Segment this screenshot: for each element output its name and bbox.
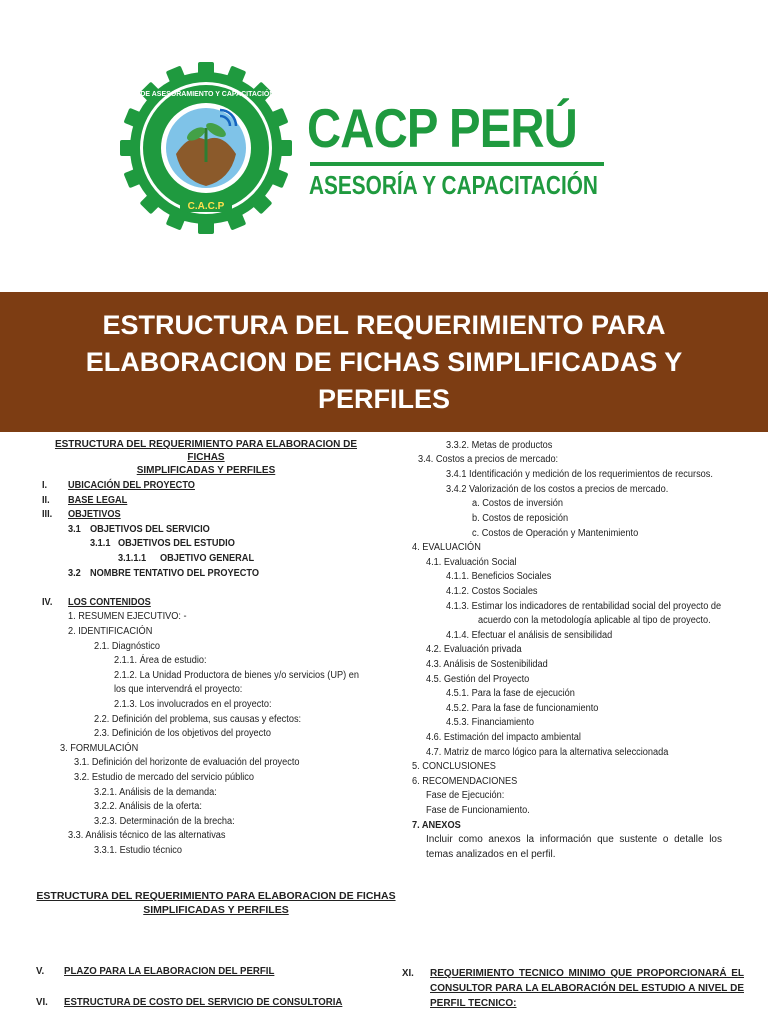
list-item: 4.1.4. Efectuar el análisis de sensibilidad — [446, 630, 613, 641]
list-item-num: V. — [36, 965, 45, 977]
list-item-num: III. — [42, 509, 53, 520]
list-item: 4.5.2. Para la fase de funcionamiento — [446, 703, 599, 714]
cacp-seal-logo-icon — [85, 62, 327, 234]
list-item: 3. FORMULACIÓN — [60, 743, 139, 754]
list-item: 4.1.2. Costos Sociales — [446, 586, 538, 597]
list-item: 3.1. Definición del horizonte de evaluación del proyecto — [74, 757, 300, 768]
list-item: 4.5.1. Para la fase de ejecución — [446, 688, 575, 699]
list-item: 4.1.3. Estimar los indicadores de rentabilidad social del proyecto de — [446, 601, 722, 612]
list-item: OBJETIVOS DEL ESTUDIO — [118, 538, 235, 549]
list-item: 3.3.1. Estudio técnico — [94, 845, 182, 856]
list-item: REQUERIMIENTO TECNICO MINIMO QUE PROPORCIONARÁ EL CONSULTOR PARA LA ELABORACIÓN DEL ESTUDIO A NIVEL DE PERFIL TECNICO: — [430, 968, 744, 1009]
list-item: 2.2. Definición del problema, sus causas y efectos: — [94, 714, 302, 725]
list-item: 3.2.3. Determinación de la brecha: — [94, 816, 235, 827]
list-item: 3.4.2 Valorización de los costos a precios de mercado. — [446, 484, 669, 495]
list-item: 2.1.2. La Unidad Productora de bienes y/o servicios (UP) en — [114, 670, 359, 681]
list-item: 4.5. Gestión del Proyecto — [426, 674, 530, 685]
list-item-num: I. — [42, 480, 48, 491]
list-item: 2.1.3. Los involucrados en el proyecto: — [114, 699, 272, 710]
list-item: 4.1. Evaluación Social — [426, 557, 517, 568]
title-line-1: ESTRUCTURA DEL REQUERIMIENTO PARA — [102, 309, 666, 340]
list-item: 3.4.1 Identificación y medición de los requerimientos de recursos. — [446, 469, 713, 480]
title-line-2: ELABORACION DE FICHAS SIMPLIFICADAS Y — [85, 346, 683, 377]
list-item: Fase de Ejecución: — [426, 790, 505, 801]
annex-description: Incluir como anexos la información que sustente o detalle los temas analizados en el perfil. — [426, 834, 722, 860]
list-item: 4.2. Evaluación privada — [426, 644, 522, 655]
lower-heading: ESTRUCTURA DEL REQUERIMIENTO PARA ELABORACION DE FICHAS SIMPLIFICADAS Y PERFILES — [36, 890, 396, 916]
list-item: 4.6. Estimación del impacto ambiental — [426, 732, 581, 743]
list-item: LOS CONTENIDOS — [68, 597, 151, 608]
list-item: 3.2.1. Análisis de la demanda: — [94, 787, 217, 798]
list-item: ESTRUCTURA DE COSTO DEL SERVICIO DE CONSULTORIA — [64, 996, 343, 1008]
list-item: 6. RECOMENDACIONES — [412, 776, 518, 787]
list-item-num: II. — [42, 495, 50, 506]
seal-text: CORPORACIÓN DE ASESORAMIENTO Y CAPACITACIÓN PROFESIONAL — [85, 91, 327, 98]
list-item: 3.2.2. Análisis de la oferta: — [94, 801, 202, 812]
title-line-3: PERFILES — [317, 383, 451, 414]
list-item: 7. ANEXOS — [412, 820, 461, 831]
list-item-num: 3.1 — [68, 524, 81, 535]
list-item: 4. EVALUACIÓN — [412, 542, 481, 553]
list-item: a. Costos de inversión — [472, 498, 564, 509]
document-body — [0, 432, 768, 1024]
list-item: 3.2. Estudio de mercado del servicio público — [74, 772, 255, 783]
list-item: 3.3. Análisis técnico de las alternativas — [68, 830, 226, 841]
list-item: 3.3.2. Metas de productos — [446, 440, 553, 451]
list-item: OBJETIVO GENERAL — [160, 553, 255, 564]
list-item: 4.7. Matriz de marco lógico para la alternativa seleccionada — [426, 747, 669, 758]
list-item-num: 3.1.1.1 — [118, 553, 147, 564]
seal-initials: C.A.C.P — [187, 201, 225, 212]
list-item: OBJETIVOS — [68, 509, 121, 520]
list-item: 2.1. Diagnóstico — [94, 641, 160, 652]
list-item: 4.1.1. Beneficios Sociales — [446, 571, 552, 582]
list-item: 4.5.3. Financiamiento — [446, 717, 534, 728]
list-item: 3.4. Costos a precios de mercado: — [418, 454, 559, 465]
list-item-num: IV. — [42, 597, 53, 608]
list-item: Fase de Funcionamiento. — [426, 805, 530, 816]
list-item: 2. IDENTIFICACIÓN — [68, 626, 153, 637]
list-item-num: 3.2 — [68, 568, 81, 579]
list-item: NOMBRE TENTATIVO DEL PROYECTO — [90, 568, 260, 579]
list-item: 4.3. Análisis de Sostenibilidad — [426, 659, 548, 670]
list-item-num: VI. — [36, 996, 48, 1008]
title-banner — [0, 292, 768, 432]
list-item: 1. RESUMEN EJECUTIVO: - — [68, 611, 187, 622]
list-item: PLAZO PARA LA ELABORACION DEL PERFIL — [64, 965, 275, 977]
brand-name: CACP PERÚ — [307, 97, 577, 159]
list-item: c. Costos de Operación y Mantenimiento — [472, 528, 639, 539]
page-title — [34, 307, 734, 418]
list-item: 2.1.1. Área de estudio: — [114, 655, 207, 666]
brand-tagline: ASESORÍA Y CAPACITACIÓN — [309, 170, 598, 200]
brand-divider — [310, 162, 604, 166]
list-item: 5. CONCLUSIONES — [412, 761, 496, 772]
list-item-num: 3.1.1 — [90, 538, 111, 549]
list-item: BASE LEGAL — [68, 495, 128, 506]
left-column-heading: ESTRUCTURA DEL REQUERIMIENTO PARA ELABORACION DE FICHAS SIMPLIFICADAS Y PERFILES — [54, 439, 358, 476]
list-item: OBJETIVOS DEL SERVICIO — [90, 524, 210, 535]
list-item-num: XI. — [402, 967, 414, 979]
list-item: acuerdo con la metodología aplicable al tipo de proyecto. — [478, 615, 711, 626]
list-item: b. Costos de reposición — [472, 513, 569, 524]
list-item: los que intervendrá el proyecto: — [114, 684, 243, 695]
header — [0, 0, 768, 292]
list-item: 2.3. Definición de los objetivos del proyecto — [94, 728, 271, 739]
list-item: UBICACIÓN DEL PROYECTO — [68, 480, 195, 491]
